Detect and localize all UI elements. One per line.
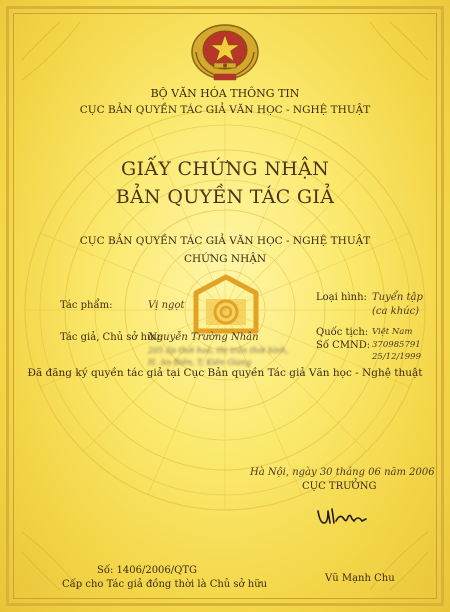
issuing-office-title: CỤC TRƯỞNG (302, 481, 377, 492)
work-title: Vị ngọt (148, 300, 185, 311)
document-number: Số: 1406/2006/QTG (97, 565, 198, 576)
author-name: Nguyễn Trường Nhân (148, 332, 259, 343)
id-card-label: Số CMND: (316, 340, 371, 351)
ministry-name: BỘ VĂN HÓA THÔNG TIN (150, 87, 300, 100)
id-card-number: 370985791 (372, 340, 421, 350)
author-label: Tác giả, Chủ sở hữu: (60, 332, 164, 343)
issued-to-note: Cấp cho Tác giả đồng thời là Chủ sở hữu (62, 579, 268, 590)
director-signature (314, 505, 370, 529)
certificate-title-line2: BẢN QUYỀN TÁC GIẢ (115, 186, 335, 208)
author-address-line1: 205 ấp thới hoà, thị trấn thới bình, (148, 346, 289, 355)
copyright-office-logo (190, 273, 262, 335)
type-value-detail: (ca khúc) (372, 306, 420, 317)
department-name: CỤC BẢN QUYỀN TÁC GIẢ VĂN HỌC - NGHỆ THUẬT (79, 104, 371, 116)
certificate-title-line1: GIẤY CHỨNG NHẬN (121, 158, 329, 180)
certifies-heading: CHỨNG NHẬN (183, 253, 267, 265)
national-emblem (186, 22, 264, 82)
issue-place-date: Hà Nội, ngày 30 tháng 06 năm 2006 (250, 467, 435, 478)
author-address-line2: H. An Biên, T. Kiên Giang (148, 358, 252, 367)
signer-name: Vũ Mạnh Chu (325, 573, 395, 584)
type-label: Loại hình: (316, 292, 367, 303)
type-value: Tuyển tập (372, 292, 423, 303)
id-card-date: 25/12/1999 (372, 352, 421, 362)
nationality-value: Việt Nam (372, 327, 413, 337)
registration-statement: Đã đăng ký quyền tác giả tại Cục Bản quyền Tác giả Văn học - Nghệ thuật (27, 367, 423, 379)
work-label: Tác phẩm: (60, 300, 113, 311)
issuer-name: CỤC BẢN QUYỀN TÁC GIẢ VĂN HỌC - NGHỆ THUẬT (79, 235, 371, 247)
nationality-label: Quốc tịch: (316, 327, 369, 338)
